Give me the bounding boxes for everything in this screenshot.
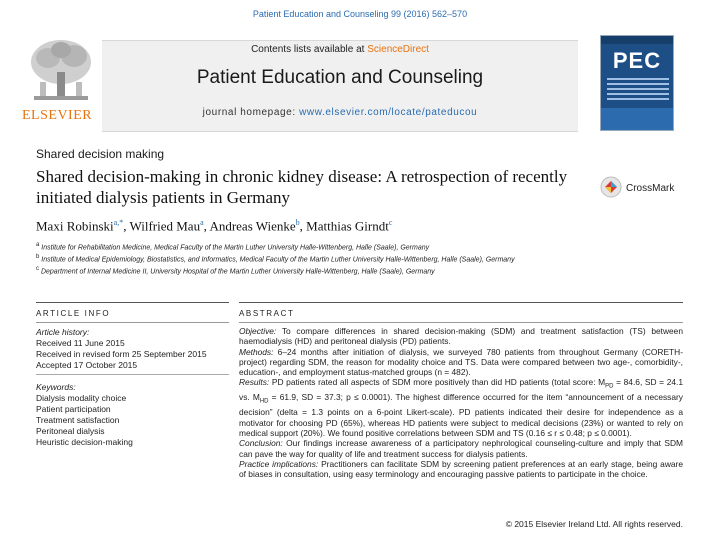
revised-date: Received in revised form 25 September 2015 [36,349,207,359]
article-section: Shared decision making [36,147,165,161]
abstract-methods [239,347,683,378]
methods-label: Methods: [239,346,274,357]
article-info-heading: ARTICLE INFO [36,309,111,318]
received-date: Received 11 June 2015 [36,338,125,348]
objective-label: Objective: [239,326,277,336]
author-sep: , [203,218,210,234]
affiliation-text: Department of Internal Medicine II, University Hospital of the Martin Luther University Halle-Wittenberg, Halle (Saale), Germany [40,268,435,276]
objective-text: To compare differences in shared decision-making (SDM) and treatment satisfaction (TS) between haemodialysis (HD) and peritoneal dialysis (PD) patients. [239,326,683,347]
contents-line [102,44,578,55]
divider [36,374,229,375]
methods-text: 6–24 months after initiation of dialysis, we surveyed 780 patients from throughout Germany (CORETH-project) regarding SDM, the reason for modality choice and TS. Data were compared between two age-, comorbidity-, education-, and employment status-matched groups (n = 482). [239,346,683,378]
abstract-practice [239,459,683,480]
author-sup[interactable]: a [200,218,204,227]
divider [36,322,229,323]
crossmark-icon [600,176,622,198]
conclusion-label: Conclusion: [239,438,283,449]
author-name[interactable]: Wilfried Mau [129,218,201,234]
results-text: = 84.6, SD = 24.1 vs. M [239,377,683,403]
keyword: Treatment satisfaction [36,415,120,425]
history-label: Article history: [36,327,90,337]
keywords-label: Keywords: [36,382,76,392]
copyright-notice: © 2015 Elsevier Ireland Ltd. All rights reserved. [505,519,683,529]
article-title: Shared decision-making in chronic kidney disease: A retrospection of recently initiated dialysis patients in Germany [36,167,568,207]
abstract-results [239,377,683,438]
homepage-link[interactable]: www.elsevier.com/locate/pateducou [299,107,478,118]
conclusion-text: Our findings increase awareness of a participatory nephrological counseling-culture and imply that SDM can pave the way for quality of life and treatment success for dialysis patients. [239,438,683,459]
abstract-heading: ABSTRACT [239,309,295,318]
affiliation [36,266,435,275]
author-sup[interactable]: b [295,218,300,227]
divider [239,302,683,303]
author-name[interactable]: Andreas Wienke [209,218,296,234]
affiliation-text: Institute of Medical Epidemiology, Biostatistics, and Informatics, Medical Faculty of the Martin Luther University Halle-Wittenberg, Halle (Saale), Germany [41,256,515,264]
crossmark-label: CrossMark [626,183,675,194]
keyword: Heuristic decision-making [36,437,133,447]
elsevier-tree-icon [26,38,96,104]
practice-text: Practitioners can facilitate SDM by screening patient preferences at an early stage, being aware of biases in consultation, using easy terminology and encouraging passive patients to participate in the choice. [239,458,683,480]
cover-title: PEC [612,48,662,73]
author-sup[interactable]: c [388,218,393,227]
keyword: Dialysis modality choice [36,393,127,403]
results-sub: PD [605,384,614,391]
affiliation [36,242,429,251]
results-sub: HD [259,399,269,406]
contents-prefix: Contents lists available at [251,44,368,55]
results-label: Results: [239,377,270,388]
results-text: = 61.9, SD = 37.3; p ≤ 0.0001). The highest difference occurred for the item “announcement of a necessary decision” (delta = 1.3 points on a 6-point Likert-scale). PD patients indicated their desire for independence as a motivator for choosing PD (65%), whereas HD patients were subject to medical decisions (23%) or wanted to rely on medical support (20%). We found positive correlations between SDM and TS (0.16 ≤ r ≤ 0.48; p ≤ 0.0001). [239,392,683,439]
author-sep: , [123,218,130,234]
publisher-logo[interactable]: ELSEVIER [22,108,93,123]
cover-decoration [607,78,669,103]
practice-label: Practice implications: [239,458,319,469]
abstract-conclusion [239,438,683,459]
sciencedirect-link[interactable]: ScienceDirect [367,44,429,55]
author-name[interactable]: Maxi Robinski [36,218,114,234]
journal-cover-thumbnail[interactable] [600,35,674,131]
divider [239,322,683,323]
abstract-objective [239,326,683,347]
divider [36,302,229,303]
journal-homepage-line [102,107,578,118]
homepage-prefix: journal homepage: [202,107,300,118]
author-name[interactable]: Matthias Girndt [306,218,389,234]
affiliation-sup: b [36,254,40,260]
journal-title[interactable]: Patient Education and Counseling [196,67,484,88]
author-sup[interactable]: a,* [113,218,124,227]
author-list [36,218,392,234]
affiliation-text: Institute for Rehabilitation Medicine, Medical Faculty of the Martin Luther University Halle-Wittenberg, Halle (Saale), Germany [41,244,430,252]
results-text: PD patients rated all aspects of SDM more positively than did HD patients (total score: M [269,377,606,388]
abstract-body [239,326,683,480]
author-sep: , [299,218,307,234]
affiliation-sup: a [36,242,40,248]
keyword: Peritoneal dialysis [36,426,105,436]
cover-bottom-band [601,108,673,130]
journal-reference[interactable]: Patient Education and Counseling 99 (2016) 562–570 [252,9,468,19]
affiliation-sup: c [36,266,39,272]
affiliation [36,254,515,263]
crossmark-button[interactable] [600,176,690,200]
keyword: Patient participation [36,404,111,414]
accepted-date: Accepted 17 October 2015 [36,360,138,370]
cover-top-strip [601,36,673,44]
